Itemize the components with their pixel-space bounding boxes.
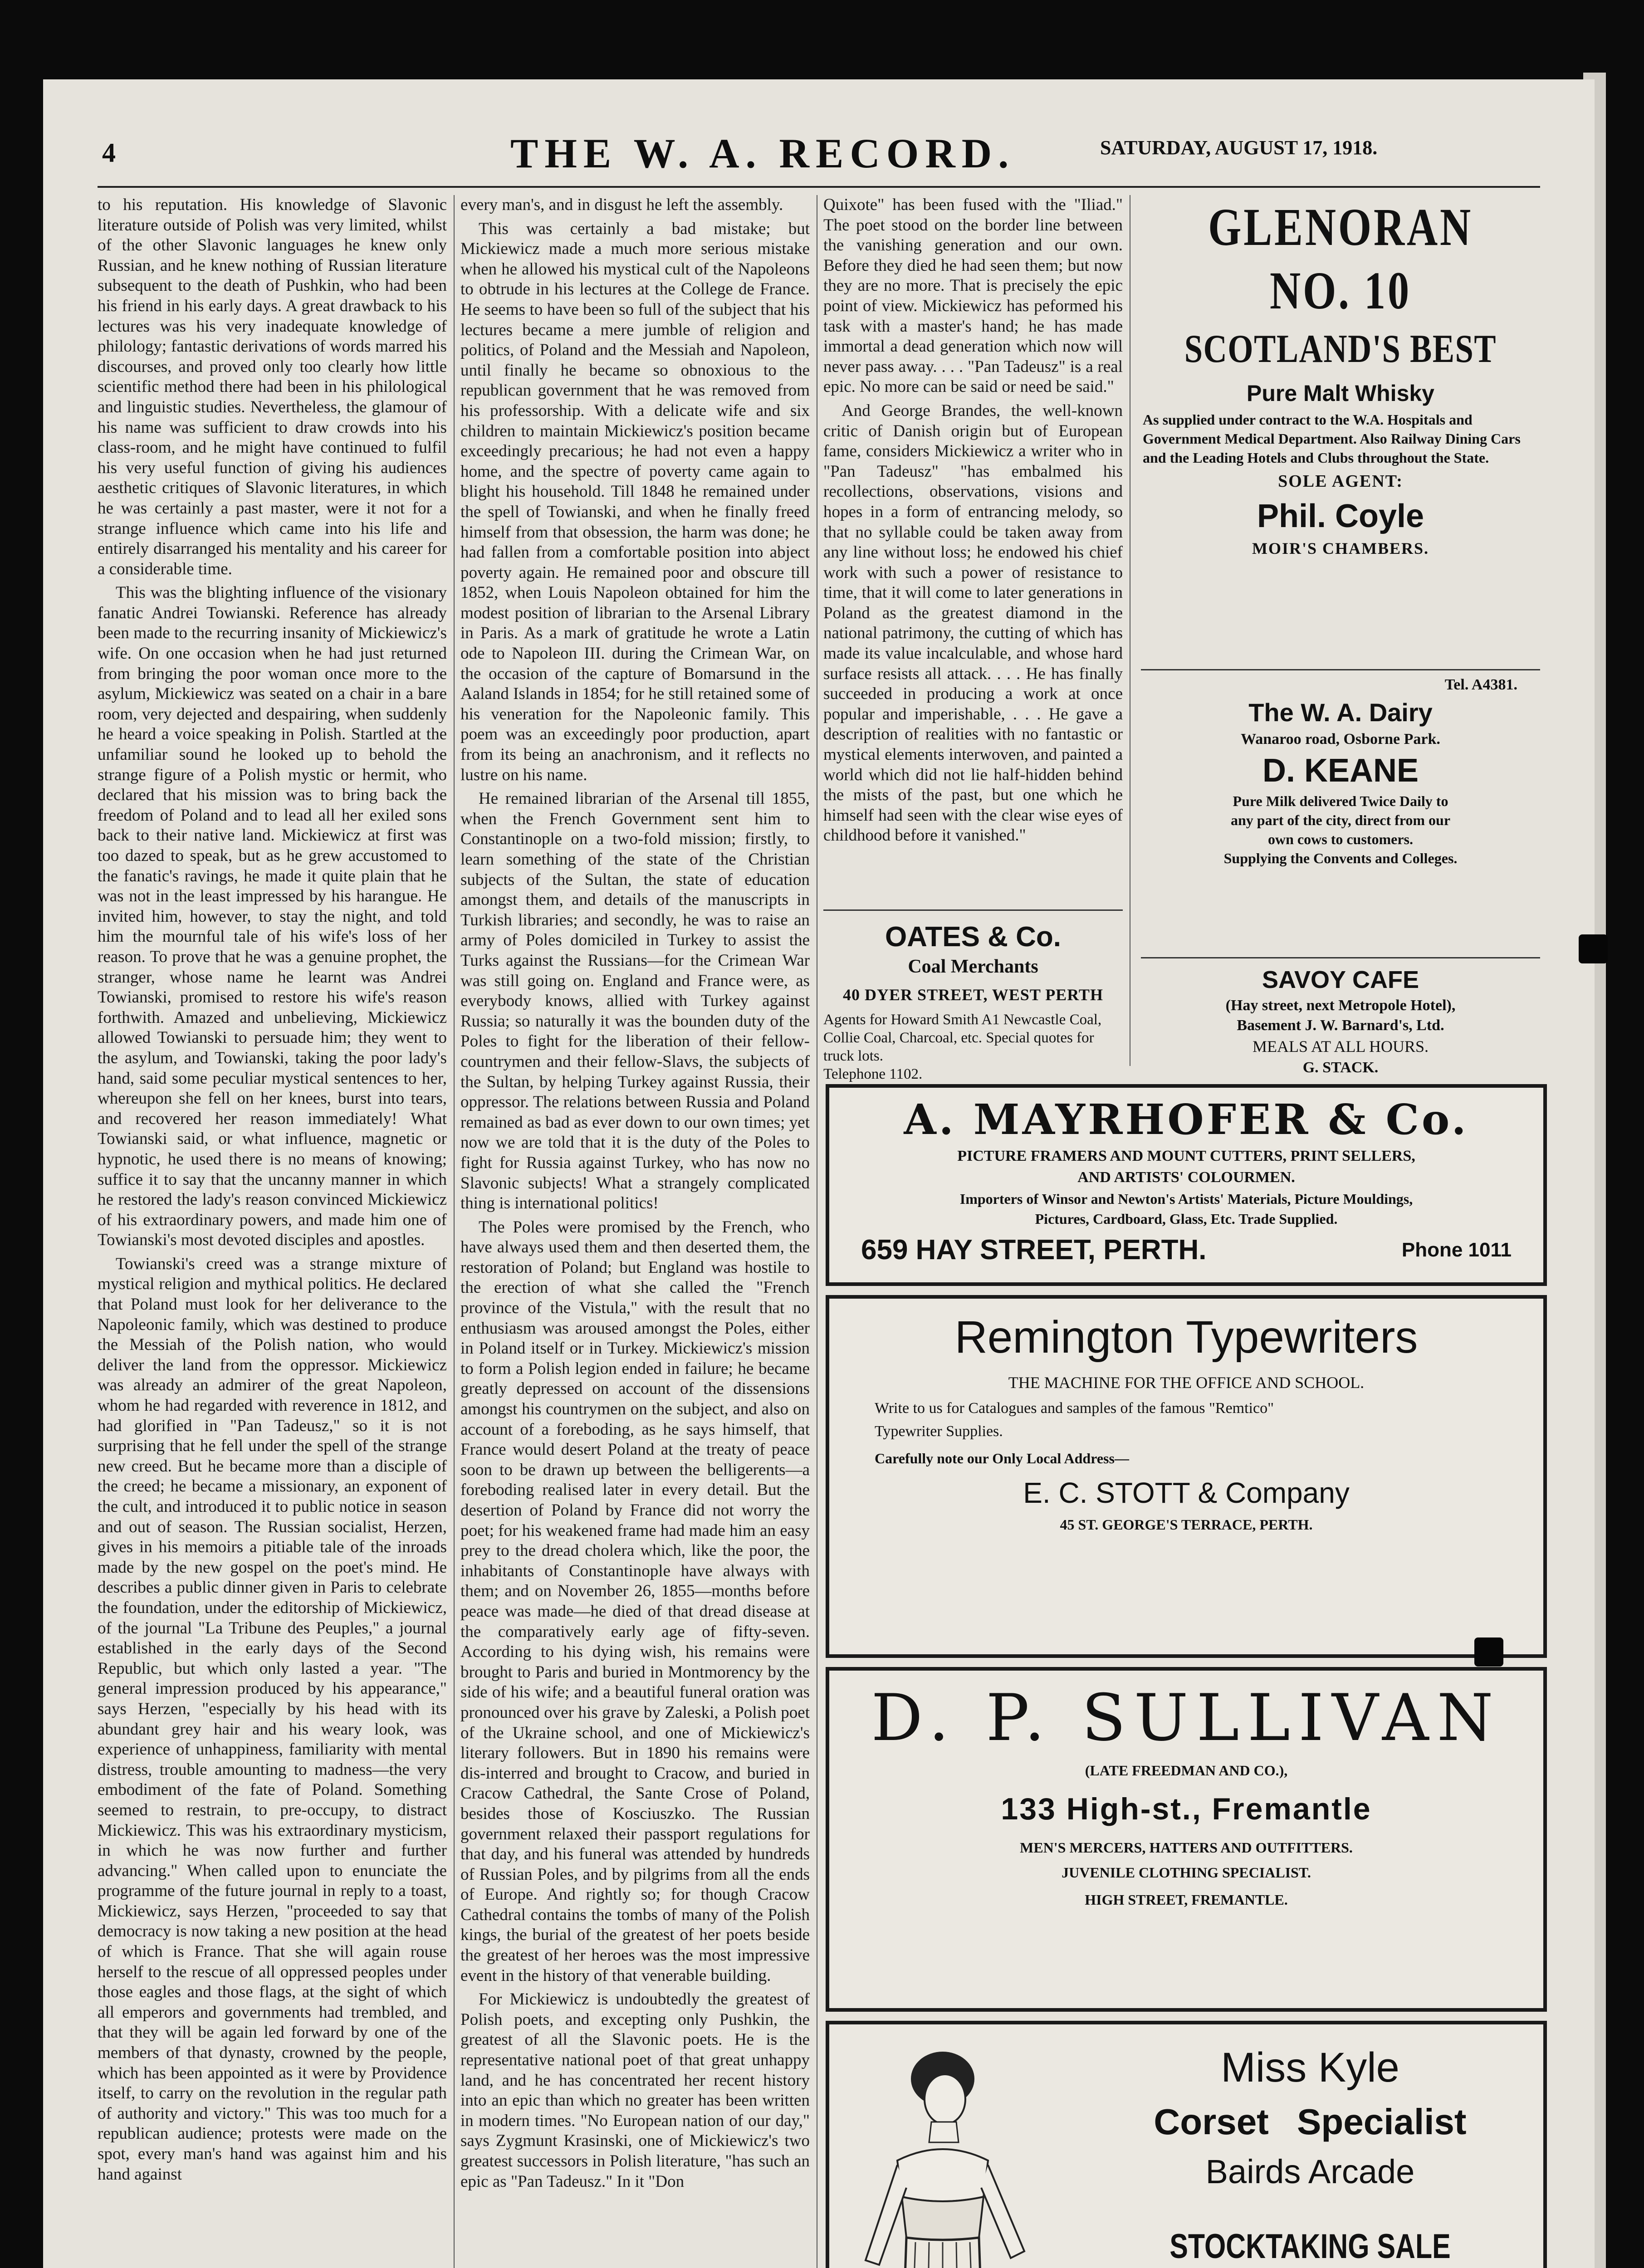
newspaper-page (43, 79, 1595, 2268)
ad-rule (1141, 957, 1540, 958)
dairy-owner: D. KEANE (1262, 753, 1419, 789)
savoy-line3: MEALS AT ALL HOURS. (1252, 1037, 1429, 1056)
punch-hole (1579, 934, 1608, 963)
mayrhofer-line2: AND ARTISTS' COLOURMEN. (1077, 1169, 1295, 1186)
dairy-line3: own cows to customers. (1268, 831, 1413, 847)
punch-hole (1474, 1637, 1503, 1667)
dairy-tel: Tel. A4381. (1444, 676, 1517, 693)
kyle-text (1083, 2024, 1537, 2268)
article-paragraph: He remained librarian of the Arsenal till 1855, when the French Government sent him to Constantinople on a two-fold mission; firstly, to learn something of the state of the Christian subjects of the Sultan, the state of education amongst them, and details of the manuscripts in Turkish libraries; and secondly, he was to raise an army of Poles domiciled in Turkey to assist the Turks against the Russians—for the Crimean War was still going on. England and France were, as everybody knows, allied with Turkey against Russia; so naturally it was the bounden duty of the Poles to fight for the liberation of their fellow-countrymen and their fellow-Slavs, the subjects of the Sultan, by helping Turkey against Russia, their oppressor. The relations between Russia and Poland remained as bad as ever down to our own times; yet now we are told that it is the duty of the Poles to fight for Russia against Turkey, who has now no Slavonic subjects! What a strangely complicated thing is international politics! (460, 789, 810, 1213)
dateline: SATURDAY, AUGUST 17, 1918. (1100, 137, 1378, 159)
glenoran-agent-label: SOLE AGENT: (1278, 472, 1403, 491)
oates-phone: Telephone 1102. (823, 1066, 923, 1082)
ad-glenoran (1136, 195, 1545, 667)
ad-mayrhofer (826, 1084, 1547, 1286)
dairy-address: Wanaroo road, Osborne Park. (1241, 731, 1440, 748)
ad-rule (823, 909, 1123, 911)
mayrhofer-line4: Pictures, Cardboard, Glass, Etc. Trade Supplied. (1035, 1211, 1338, 1227)
article-paragraph: every man's, and in disgust he left the assembly. (460, 196, 783, 214)
sullivan-address: 133 High-st., Fremantle (1001, 1792, 1372, 1826)
article-column-2 (460, 195, 810, 2268)
kyle-location: Bairds Arcade (1205, 2153, 1415, 2190)
glenoran-body: As supplied under contract to the W.A. Hospitals and Government Medical Department. Also Railway Dining Cars and the Leading Hotels and Clubs throughout the State. (1143, 411, 1521, 466)
kyle-name: Miss Kyle (1221, 2044, 1399, 2091)
article-paragraph: The Poles were promised by the French, who have always used them and then deserted them, the restoration of Poland; but England was hostile to the erection of what she called the "French province of the Vistula," with the result that no enthusiasm was aroused amongst the Poles, either in Poland itself or in Turkey. Mickiewicz's mission to form a Polish legion ended in failure; he became greatly depressed on account of the dissensions amongst his countrymen on the subject, and also on account of a foreboding, as he says himself, that France would desert Poland at the treaty of peace soon to be drawn up between the belligerents—a foreboding realised later in every detail. But the desertion of Poland by France did not worry the poet; for his weakened frame had made him an easy prey to the dread cholera which, like the poor, the inhabitants of Constantinople have always with them; and on November 26, 1855—months before peace was made—he died of that dread disease at the comparatively early age of fifty-seven. According to his dying wish, his remains were brought to Paris and buried in Montmorency by the side of his wife; and a beautiful funeral oration was pronounced over his grave by Zaleski, a Polish poet of the Ukraine school, and one of Mickiewicz's literary followers. But in 1890 his remains were dis-interred and brought to Cracow, and buried in Cracow Cathedral, the Sante Crose of Poland, besides those of Kosciuszko. The Russian government relaxed their passport regulations for that day, and his funeral was attended by hundreds of Russian Poles, and by pilgrims from all the ends of Europe. And rightly so; for though Cracow Cathedral contains the tombs of many of the Polish kings, the burial of the greatest of her poets beside the greatest of her heroes was the most impressive event in the history of that venerable building. (460, 1217, 810, 1985)
mayrhofer-address: 659 HAY STREET, PERTH. (861, 1234, 1207, 1266)
remington-line1: Write to us for Catalogues and samples of the famous "Remtico" (875, 1400, 1274, 1417)
remington-name: Remington Typewriters (954, 1312, 1418, 1363)
savoy-name: SAVOY CAFE (1262, 966, 1419, 993)
ad-oates (823, 909, 1123, 1082)
dairy-line4: Supplying the Convents and Colleges. (1223, 850, 1458, 866)
glenoran-number: NO. 10 (1270, 261, 1411, 320)
article-paragraph: And George Brandes, the well-known critic of Danish origin but of European fame, considers Mickiewicz a writer who in "Pan Tadeusz" "has embalmed his recollections, observations, visions and hopes in a form of entrancing melody, so that no syllable could be taken away from any line without loss; he endowed his chief work with such a power of resistance to time, that it will come to later generations in Poland as the greatest diamond in the national patrimony, the cutting of which has made its value incalculable, and whose hard surface resists all attack. . . . He has finally succeeded in producing a work at once popular and imperishable, . . . He gave a description of realities with no fantastic or mystical elements interwoven, and painted a world which did not lie half-hidden behind the mists of the past, but one which he himself had seen with the clear wise eyes of childhood before it vanished." (823, 401, 1123, 845)
masthead: THE W. A. RECORD. (510, 130, 1015, 176)
savoy-line1: (Hay street, next Metropole Hotel), (1225, 997, 1456, 1014)
article-paragraph: This was certainly a bad mistake; but Mickiewicz made a much more serious mistake when he allowed his mystical cult of the Napoleons to obtrude in his lectures at the College de France. He seems to have been so full of the subject that his lectures became a mere jumble of religion and politics, of Poland and the Messiah and Napoleon, until finally he became so obnoxious to the republican government that he was removed from his professorship. With a delicate wife and six children to maintain Mickiewicz's position became exceedingly precarious; he had not even a happy home, and the spectre of poverty came again to blight his household. Till 1848 he remained under the spell of Towianski, and when he finally freed himself from that obsession, the harm was done; he had fallen from a comfortable position into abject poverty again. He remained poor and obscure till 1852, when Louis Napoleon obtained for him the modest position of librarian to the Arsenal Library in Paris. As a mark of gratitude he wrote a Latin ode to Napoleon III. during the Crimean War, on the occasion of the capture of Bomarsund in the Aaland Islands in 1854; for he still retained some of his veneration for the Napoleonic family. This poem was an exceedingly poor production, apart from its being an anachronism, and it reflects no lustre on his name. (460, 219, 810, 784)
kyle-sale: STOCKTAKING SALE (1169, 2227, 1451, 2266)
mayrhofer-name: A. MAYRHOFER & Co. (904, 1095, 1469, 1144)
ad-remington (826, 1295, 1547, 1658)
page-number: 4 (102, 138, 116, 168)
dairy-line1: Pure Milk delivered Twice Daily to (1233, 793, 1448, 809)
glenoran-subtitle: Pure Malt Whisky (1247, 381, 1434, 406)
remington-line3: Carefully note our Only Local Address— (875, 1450, 1129, 1466)
sullivan-name: D. P. SULLIVAN (871, 1681, 1502, 1755)
dairy-name: The W. A. Dairy (1248, 698, 1433, 727)
article-paragraph: For Mickiewicz is undoubtedly the greatest of Polish poets, and excepting only Pushkin, the greatest of all the Slavonic poets. He is the representative national poet of that great unhappy land, and he has concentrated her recent history into an epic than which no greater has been written in modern times. "No European nation of our day," says Zygmunt Krasinski, one of Mickiewicz's two greatest successors in Polish literature, "has such an epic as "Pan Tadeusz." In it "Don (460, 1990, 810, 2191)
glenoran-agent-name: Phil. Coyle (1257, 498, 1424, 534)
savoy-line2: Basement J. W. Barnard's, Ltd. (1237, 1017, 1444, 1034)
oates-body: Agents for Howard Smith A1 Newcastle Coal, Collie Coal, Charcoal, etc. Special quotes for truck lots. (823, 1012, 1102, 1064)
ad-dairy (1136, 674, 1545, 968)
remington-company: E. C. STOTT & Company (1023, 1476, 1350, 1509)
remington-line2: Typewriter Supplies. (875, 1423, 1003, 1440)
article-paragraph: to his reputation. His knowledge of Slavonic literature outside of Polish was very limited, whilst of the other Slavonic languages he knew only Russian, and he knew nothing of Russian literature subsequent to the death of Pushkin, who had been his friend in his early days. A great drawback to his lectures was his very inadequate knowledge of philology; fantastic derivations of words marred his discourses, and proved only too clearly how little scientific method there had been in his philological and linguistic studies. Nevertheless, the glamour of his name was sufficient to draw crowds into his class-room, and he might have continued to fulfil his very useful function of giving his audiences aesthetic critiques of Slavonic literatures, in which he was certainly a past master, were it not for a strange influence which came into his life and entirely disarranged his mentality and his career for a considerable time. (98, 196, 447, 578)
ad-rule (1141, 669, 1540, 670)
savoy-owner: G. STACK. (1302, 1059, 1379, 1076)
glenoran-agent-address: MOIR'S CHAMBERS. (1252, 539, 1429, 557)
ad-kyle (826, 2021, 1547, 2268)
oates-address: 40 DYER STREET, WEST PERTH (843, 986, 1103, 1004)
article-column-1 (98, 195, 447, 2268)
sullivan-line2: JUVENILE CLOTHING SPECIALIST. (1062, 1864, 1311, 1881)
oates-sub: Coal Merchants (908, 956, 1038, 977)
mayrhofer-line3: Importers of Winsor and Newton's Artists' Materials, Picture Mouldings, (959, 1191, 1413, 1207)
article-column-3 (823, 195, 1123, 903)
article-paragraph: Quixote" has been fused with the "Iliad." The poet stood on the border line between the vanishing generation and our own. Before they died he had seen them; but now they are no more. That is precisely the epic point of view. Mickiewicz has peformed his task with a master's hand; he has made immortal a dead generation which now will never pass away. . . . "Pan Tadeusz" is a real epic. No more can be said or need be said." (823, 196, 1123, 396)
article-paragraph: Towianski's creed was a strange mixture of mystical religion and mythical politics. He declared that Poland must look for her deliverance to the Napoleonic family, which was destined to produce the Messiah of the Polish nation, who would deliver the land from the oppressor. Mickiewicz was already an admirer of the great Napoleon, whom he had regarded with reverence in 1812, and had glorified in "Pan Tadeusz," so it is not surprising that he fell under the spell of the strange new creed. But he became more than a disciple of the creed; he became a missionary, an exponent of the cult, and introduced it to public notice in season and out of season. The Russian socialist, Herzen, gives in his memoirs a pitiable tale of the inroads made by the new gospel on the poet's mind. He describes a public dinner given in Paris to celebrate the foundation, under the editorship of Mickiewicz, of the journal "La Tribune des Peuples," a journal established in the early days of the Second Republic, but which only lasted a year. "The general impression produced by his appearance," says Herzen, "especially by his head with its abundant grey hair and his weary look, was experience of unhappiness, familiarity with mental distress, trouble amounting to madness—the very embodiment of the fate of Poland. Something seemed to restrain, to pre-occupy, to distract Mickiewicz. This was his extraordinary mysticism, in which he was now further and further advancing." When called upon to enunciate the programme of the future journal in reply to a toast, Mickiewicz, says Herzen, "proceeded to say that democracy is now taking a new position at the head of which is France. That she will again rouse herself to the rescue of all oppressed peoples under those eagles and those flags, at the sight of which all emperors and governments had trembled, and that they will be again led forward by one of the members of that dynasty, crowned by the people, which has been appointed as it were by Providence itself, to carry on the revolution in the regular path of authority and victory." This was too much for a republican audience; protests were made on the spot, every man's hand was against him and his hand against (98, 1254, 447, 2184)
dairy-line2: any part of the city, direct from our (1230, 812, 1451, 828)
remington-tagline: THE MACHINE FOR THE OFFICE AND SCHOOL. (1008, 1374, 1365, 1392)
ad-sullivan (826, 1667, 1547, 2012)
header-rule (98, 186, 1540, 188)
sullivan-sub: (LATE FREEDMAN AND CO.), (1085, 1762, 1288, 1779)
glenoran-tagline: SCOTLAND'S BEST (1184, 327, 1497, 371)
sullivan-line1: MEN'S MERCERS, HATTERS AND OUTFITTERS. (1020, 1839, 1353, 1856)
mayrhofer-phone: Phone 1011 (1401, 1239, 1512, 1261)
glenoran-title: GLENORAN (1208, 197, 1473, 257)
kyle-title: Corset Specialist (1154, 2102, 1467, 2142)
article-paragraph: This was the blighting influence of the visionary fanatic Andrei Towianski. Reference has already been made to the recurring insanity of Mickiewicz's wife. On one occasion when he had just returned from bringing the poor woman once more to the asylum, Mickiewicz was seated on a chair in a bare room, very dejected and despairing, when suddenly he heard a voice speaking in Polish. Startled at the unfamiliar sound he looked up to behold the strange figure of a Polish mystic or hermit, who declared that his mission was to bring back the freedom of Poland and to lead all her exiled sons back to their native land. Mickiewicz at first was too dazed to speak, but as he grew accustomed to the fanatic's ravings, he made it quite plain that he was not in the least impressed by his harangue. He invited him, however, to stay the night, and told him the mournful tale of his wife's loss of her reason. To prove that he was a genuine prophet, the stranger, whose name he learnt was Andrei Towianski, promised to restore his wife's reason forthwith. Amazed and unbelieving, Mickiewicz allowed Towianski to persuade him; they went to the asylum, and Towianski, taking the poor lady's hand, said some peculiar mystical sentences to her, whereupon she fell on her knees, burst into tears, and recovered her reason immediately! What Towianski said, or what influence, magnetic or hypnotic, he used there is no means of knowing; suffice it to say that the uncanny manner in which he restored the lady's reason convinced Mickiewicz of his extraordinary powers, and made him one of Towianski's most devoted disciples and apostles. (98, 583, 447, 1250)
corset-figure-illustration (847, 2024, 1083, 2268)
column-rule (454, 195, 455, 2268)
ad-savoy (1136, 964, 1545, 1076)
mayrhofer-footer (829, 1229, 1543, 1268)
oates-name: OATES & Co. (885, 921, 1062, 953)
mayrhofer-line1: PICTURE FRAMERS AND MOUNT CUTTERS, PRINT SELLERS, (957, 1148, 1415, 1164)
sullivan-line3: HIGH STREET, FREMANTLE. (1085, 1892, 1288, 1908)
remington-address: 45 ST. GEORGE'S TERRACE, PERTH. (1060, 1516, 1313, 1533)
